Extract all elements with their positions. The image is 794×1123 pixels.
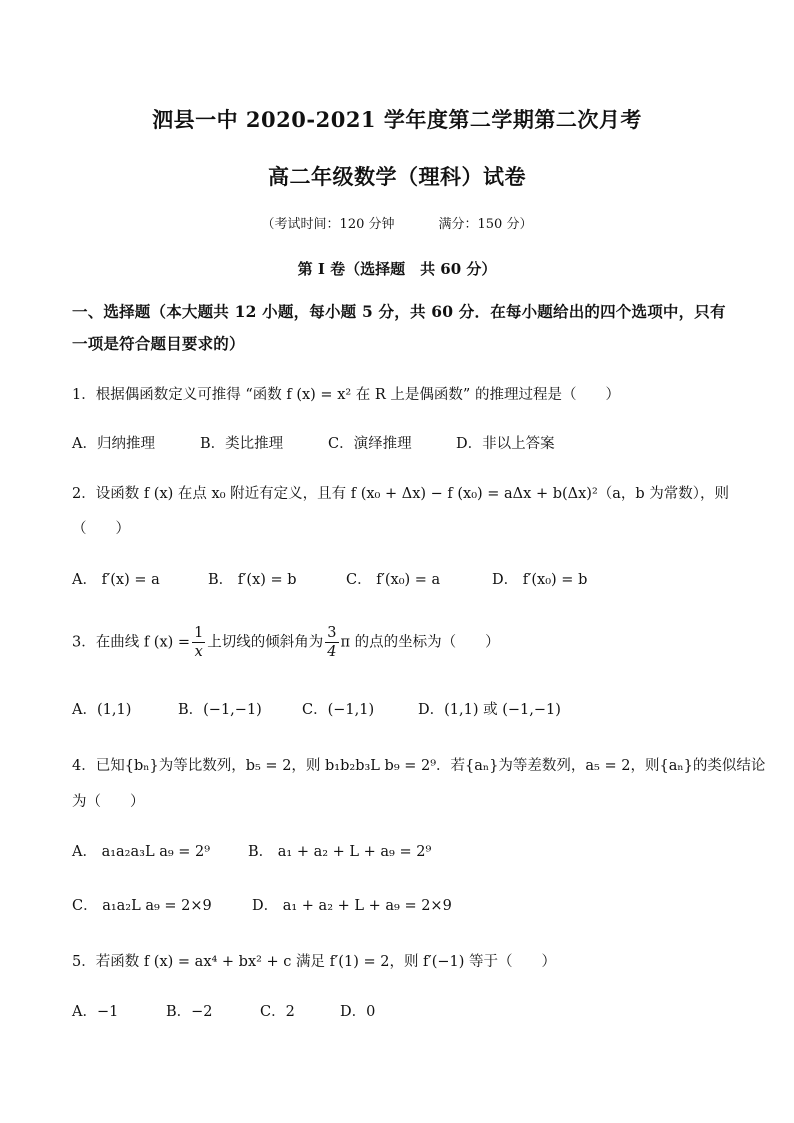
- question-5-stem: 5．若函数 f (x) = ax⁴ + bx² + c 满足 f′(1) = 2，则 f′(−1) 等于（ ）: [72, 954, 557, 970]
- question-1-option-b: B．类比推理: [200, 436, 284, 452]
- question-2-stem-line2: （ ）: [72, 521, 130, 537]
- question-4-stem-line1: 4．已知{bₙ}为等比数列，b₅ = 2，则 b₁b₂b₃L b₉ = 2⁹．若{aₙ}为等差数列，a₅ = 2，则{aₙ}的类似结论: [72, 758, 766, 774]
- question-3-option-a: A．(1,1): [72, 702, 132, 718]
- exam-score: 满分：150 分）: [438, 217, 533, 232]
- question-3-stem-mid: 上切线的倾斜角为: [207, 634, 324, 651]
- question-5-option-d: D．0: [340, 1004, 376, 1020]
- question-5-option-c: C．2: [260, 1004, 295, 1020]
- exam-title-line2: 高二年级数学（理科）试卷: [268, 164, 526, 189]
- exam-info: [0, 213, 794, 232]
- question-3-fraction-1: [192, 624, 205, 661]
- question-2-stem-line1: 2．设函数 f (x) 在点 x₀ 附近有定义，且有 f (x₀ + Δx) − f (x₀) = aΔx + b(Δx)²（a，b 为常数），则: [72, 486, 730, 502]
- fraction-numerator: 1: [194, 625, 204, 641]
- exam-time: （考试时间：120 分钟: [261, 217, 395, 232]
- fraction-numerator: 3: [327, 625, 337, 641]
- question-2-option-b: B． f′(x) = b: [208, 572, 297, 588]
- question-1-stem: 1．根据偶函数定义可推得 “函数 f (x) = x² 在 R 上是偶函数” 的推理过程是（ ）: [72, 387, 620, 403]
- question-1-option-d: D．非以上答案: [456, 436, 555, 452]
- exam-title-line1: 泗县一中 2020-2021 学年度第二学期第二次月考: [152, 107, 642, 132]
- question-3-option-b: B．(−1,−1): [178, 702, 262, 718]
- question-3-stem-pre: 3．在曲线 f (x) =: [72, 634, 191, 651]
- question-5-option-b: B．−2: [166, 1004, 213, 1020]
- question-4-option-c: C． a₁a₂L a₉ = 2×9: [72, 898, 212, 914]
- question-4-option-a: A． a₁a₂a₃L a₉ = 2⁹: [72, 844, 211, 860]
- question-4-option-d: D． a₁ + a₂ + L + a₉ = 2×9: [252, 898, 452, 914]
- question-5-option-a: A．−1: [72, 1004, 119, 1020]
- question-4-option-b: B． a₁ + a₂ + L + a₉ = 2⁹: [248, 844, 432, 860]
- question-2-option-d: D． f′(x₀) = b: [492, 572, 588, 588]
- question-3-option-c: C．(−1,1): [302, 702, 375, 718]
- part-heading-line2: 一项是符合题目要求的）: [72, 334, 245, 353]
- question-1-option-c: C．演绎推理: [328, 436, 412, 452]
- question-3-fraction-2: [325, 624, 338, 661]
- question-3-stem-post: π 的点的坐标为（ ）: [340, 634, 500, 651]
- question-4-stem-line2: 为（ ）: [72, 794, 145, 810]
- question-3-option-d: D．(1,1) 或 (−1,−1): [418, 702, 561, 718]
- fraction-denominator: x: [194, 644, 203, 660]
- question-2-option-a: A． f′(x) = a: [72, 572, 160, 588]
- fraction-denominator: 4: [327, 644, 337, 660]
- question-3-stem: [72, 624, 500, 661]
- question-1-option-a: A．归纳推理: [72, 436, 155, 452]
- section-title: 第 I 卷（选择题 共 60 分）: [297, 260, 497, 278]
- question-2-option-c: C． f′(x₀) = a: [346, 572, 441, 588]
- part-heading-line1: 一、选择题（本大题共 12 小题，每小题 5 分，共 60 分．在每小题给出的四个选项中，只有: [72, 302, 726, 321]
